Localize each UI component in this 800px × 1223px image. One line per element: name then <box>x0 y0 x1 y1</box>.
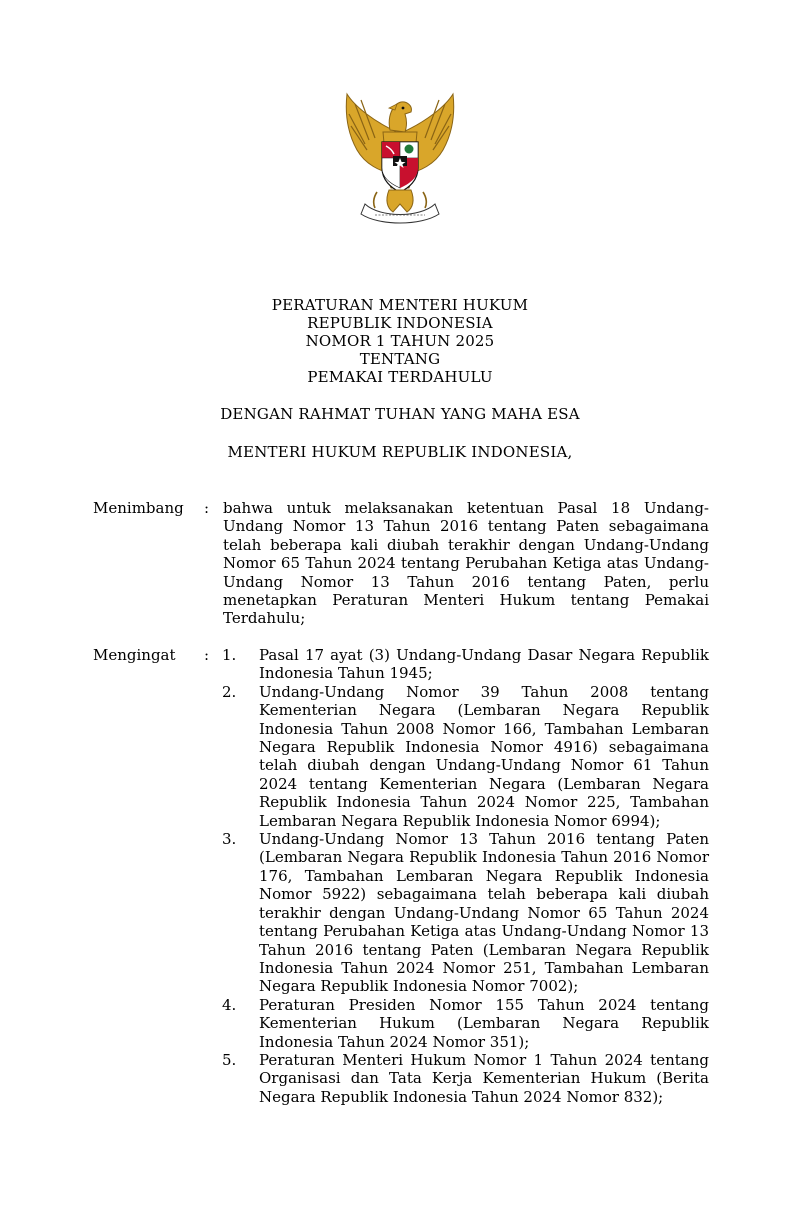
list-item-text: Undang-Undang Nomor 13 Tahun 2016 tentang Paten (Lembaran Negara Republik Indonesia Tahun 2016 Nomor 176, Tambahan Lembaran Negara Republik Indonesia Nomor 5922) sebagaimana telah beberapa kali diubah terakhir dengan Undang-Undang Nomor 65 Tahun 2024 tentang Perubahan Ketiga atas Undang-Undang Nomor 13 Tahun 2016 tentang Paten (Lembaran Negara Republik Indonesia Tahun 2024 Nomor 251, Tambahan Lembaran Negara Republik Indonesia Nomor 7002); <box>259 830 709 996</box>
list-item-number: 3. <box>222 830 237 849</box>
emblem-shield <box>382 142 418 192</box>
list-item-text: Peraturan Menteri Hukum Nomor 1 Tahun 2024 tentang Organisasi dan Tata Kerja Kementerian Hukum (Berita Negara Republik Indonesia Tahun 2024 Nomor 832); <box>259 1050 709 1106</box>
title-line: PEMAKAI TERDAHULU <box>307 368 493 386</box>
title-line: REPUBLIK INDONESIA <box>307 314 493 332</box>
title-line: PERATURAN MENTERI HUKUM <box>271 296 529 314</box>
list-item <box>222 830 709 996</box>
title-line: NOMOR 1 TAHUN 2025 <box>305 332 495 350</box>
list-item-number: 2. <box>222 682 237 701</box>
title-line: TENTANG <box>359 350 441 368</box>
considering-text: bahwa untuk melaksanakan ketentuan Pasal 18 Undang-Undang Nomor 13 Tahun 2016 tentang Paten sebagaimana telah beberapa kali diubah terakhir dengan Undang-Undang Nomor 65 Tahun 2024 tentang Perubahan Ketiga atas Undang-Undang Nomor 13 Tahun 2016 tentang Paten, perlu menetapkan Peraturan Menteri Hukum tentang Pemakai Terdahulu; <box>223 499 709 628</box>
list-item <box>222 646 709 683</box>
recalling-label: Mengingat <box>93 646 176 664</box>
list-item <box>222 1051 709 1106</box>
considering-label: Menimbang <box>93 499 184 517</box>
emblem-tail <box>374 190 427 212</box>
list-item-text: Pasal 17 ayat (3) Undang-Undang Dasar Negara Republik Indonesia Tahun 1945; <box>259 646 709 683</box>
invocation-line: DENGAN RAHMAT TUHAN YANG MAHA ESA <box>220 405 580 423</box>
list-item <box>222 996 709 1051</box>
list-item <box>222 683 709 830</box>
recalling-list <box>222 646 709 1106</box>
garuda-pancasila-emblem-icon <box>335 92 465 227</box>
list-item-number: 5. <box>222 1050 237 1069</box>
list-item-number: 4. <box>222 995 237 1014</box>
emblem-head <box>389 102 411 132</box>
regulation-title-block <box>0 296 800 386</box>
minister-line: MENTERI HUKUM REPUBLIK INDONESIA, <box>227 443 573 461</box>
emblem-ribbon <box>361 204 439 223</box>
considering-colon: : <box>204 499 210 517</box>
recalling-colon: : <box>204 646 210 664</box>
list-item-number: 1. <box>222 646 237 664</box>
list-item-text: Undang-Undang Nomor 39 Tahun 2008 tentang Kementerian Negara (Lembaran Negara Republik Indonesia Tahun 2008 Nomor 166, Tambahan Lembaran Negara Republik Indonesia Nomor 4916) sebagaimana telah diubah dengan Undang-Undang Nomor 61 Tahun 2024 tentang Kementerian Negara (Lembaran Negara Republik Indonesia Tahun 2024 Nomor 225, Tambahan Lembaran Negara Republik Indonesia Nomor 6994); <box>259 682 709 830</box>
list-item-text: Peraturan Presiden Nomor 155 Tahun 2024 tentang Kementerian Hukum (Lembaran Negara Republik Indonesia Tahun 2024 Nomor 351); <box>259 995 709 1051</box>
